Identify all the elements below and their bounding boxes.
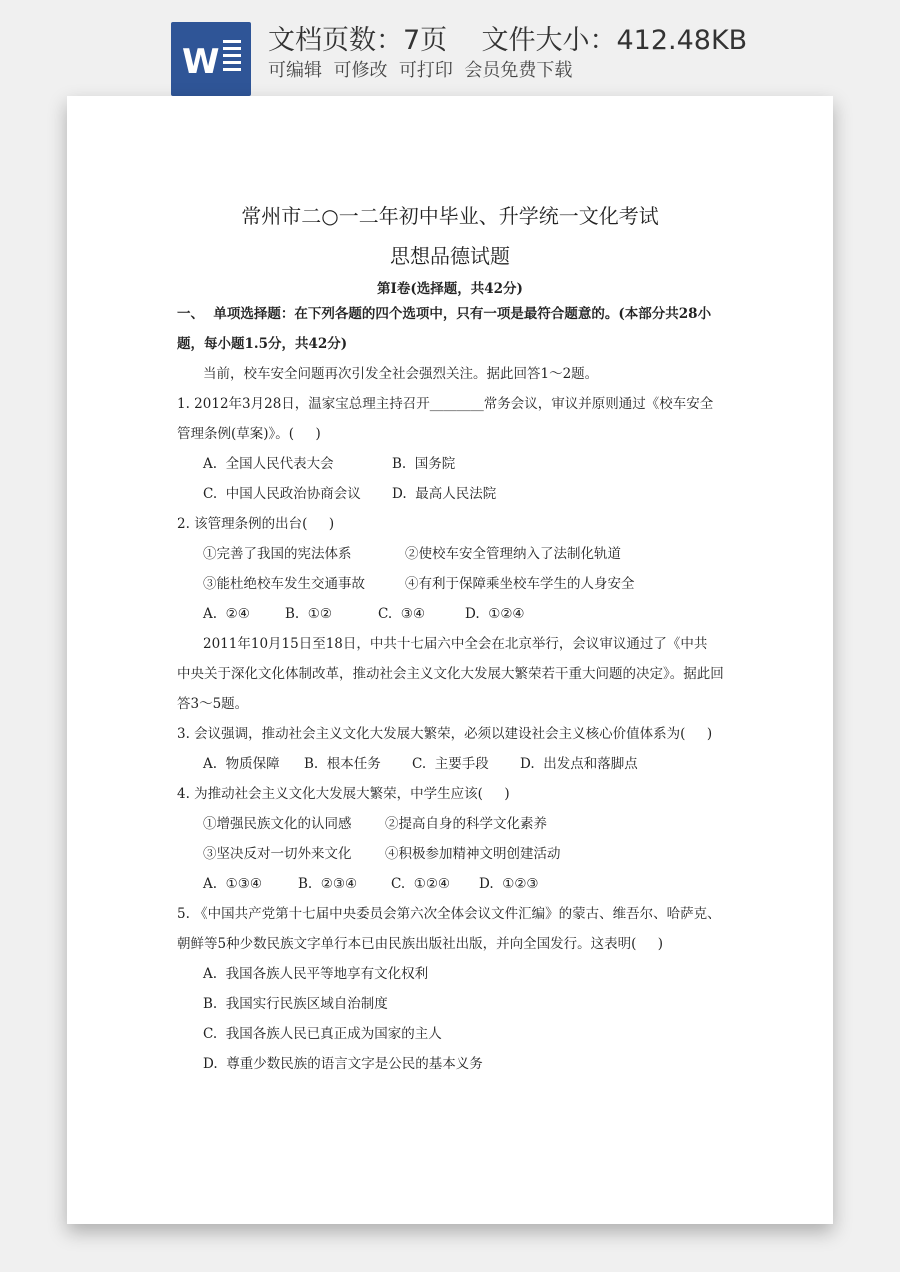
intro-paragraph-2-line3: 答3～5题。 <box>177 696 249 712</box>
q4-option-d: D. ①②③ <box>479 876 539 892</box>
q1-stem-line1: 1. 2012年3月28日，温家宝总理主持召开________常务会议，审议并原则通过《校车安全 <box>177 396 714 412</box>
q2-statement-2: ②使校车安全管理纳入了法制化轨道 <box>405 546 621 562</box>
q2-stem: 2. 该管理条例的出台( ) <box>177 516 335 532</box>
q3-stem: 3. 会议强调，推动社会主义文化大发展大繁荣，必须以建设社会主义核心价值体系为( ) <box>177 726 713 742</box>
q2-statement-3: ③能杜绝校车发生交通事故 <box>203 576 365 592</box>
q3-option-b: B. 根本任务 <box>304 756 381 772</box>
q5-option-c: C. 我国各族人民已真正成为国家的主人 <box>203 1026 442 1042</box>
q5-stem-line2: 朝鲜等5种少数民族文字单行本已由民族出版社出版，并向全国发行。这表明( ) <box>177 936 664 952</box>
q1-option-d: D. 最高人民法院 <box>392 486 497 502</box>
q1-option-c: C. 中国人民政治协商会议 <box>203 486 361 502</box>
q4-option-a: A. ①③④ <box>203 876 262 892</box>
q4-option-b: B. ②③④ <box>298 876 358 892</box>
q2-statement-4: ④有利于保障乘坐校车学生的人身安全 <box>405 576 635 592</box>
doc-features-line: 可编辑 可修改 可打印 会员免费下载 <box>268 60 573 81</box>
download-banner <box>0 0 900 98</box>
q3-option-d: D. 出发点和落脚点 <box>520 756 638 772</box>
section-instruction-line1: 一、 单项选择题：在下列各题的四个选项中，只有一项是最符合题意的。(本部分共28小 <box>177 306 712 322</box>
intro-paragraph-1: 当前，校车安全问题再次引发全社会强烈关注。据此回答1～2题。 <box>203 366 599 382</box>
q4-statement-2: ②提高自身的科学文化素养 <box>385 816 547 832</box>
q1-option-a: A. 全国人民代表大会 <box>203 456 334 472</box>
q2-option-b: B. ①② <box>285 606 332 622</box>
exam-title: 常州市二○一二年初中毕业、升学统一文化考试 <box>241 204 659 228</box>
word-icon-letter: W <box>182 42 220 82</box>
exam-subject: 思想品德试题 <box>390 244 510 268</box>
q2-option-a: A. ②④ <box>203 606 250 622</box>
q4-stem: 4. 为推动社会主义文化大发展大繁荣，中学生应该( ) <box>177 786 510 802</box>
q4-statement-3: ③坚决反对一切外来文化 <box>203 846 352 862</box>
q5-option-b: B. 我国实行民族区域自治制度 <box>203 996 388 1012</box>
section-instruction-line2: 题，每小题1.5分，共42分) <box>177 336 348 352</box>
q4-option-c: C. ①②④ <box>391 876 451 892</box>
q1-option-b: B. 国务院 <box>392 456 456 472</box>
doc-info-line: 文档页数：7页 文件大小：412.48KB <box>268 25 748 56</box>
word-document-icon <box>171 22 251 96</box>
q3-option-c: C. 主要手段 <box>412 756 489 772</box>
q5-option-d: D. 尊重少数民族的语言文字是公民的基本义务 <box>203 1056 483 1072</box>
q5-option-a: A. 我国各族人民平等地享有文化权利 <box>203 966 429 982</box>
q1-stem-line2: 管理条例(草案)》。( ) <box>177 426 321 442</box>
word-icon-lines <box>223 40 241 75</box>
intro-paragraph-2-line1: 2011年10月15日至18日，中共十七届六中全会在北京举行，会议审议通过了《中共 <box>203 636 708 652</box>
document-page <box>67 96 833 1224</box>
q2-option-d: D. ①②④ <box>465 606 525 622</box>
q4-statement-1: ①增强民族文化的认同感 <box>203 816 352 832</box>
q4-statement-4: ④积极参加精神文明创建活动 <box>385 846 561 862</box>
intro-paragraph-2-line2: 中央关于深化文化体制改革，推动社会主义文化大发展大繁荣若干重大问题的决定》。据此回 <box>177 666 724 682</box>
q2-statement-1: ①完善了我国的宪法体系 <box>203 546 352 562</box>
volume-heading: 第Ⅰ卷(选择题，共42分) <box>377 281 523 297</box>
q3-option-a: A. 物质保障 <box>203 756 280 772</box>
q5-stem-line1: 5. 《中国共产党第十七届中央委员会第六次全体会议文件汇编》的蒙古、维吾尔、哈萨克、 <box>177 906 721 922</box>
q2-option-c: C. ③④ <box>378 606 425 622</box>
